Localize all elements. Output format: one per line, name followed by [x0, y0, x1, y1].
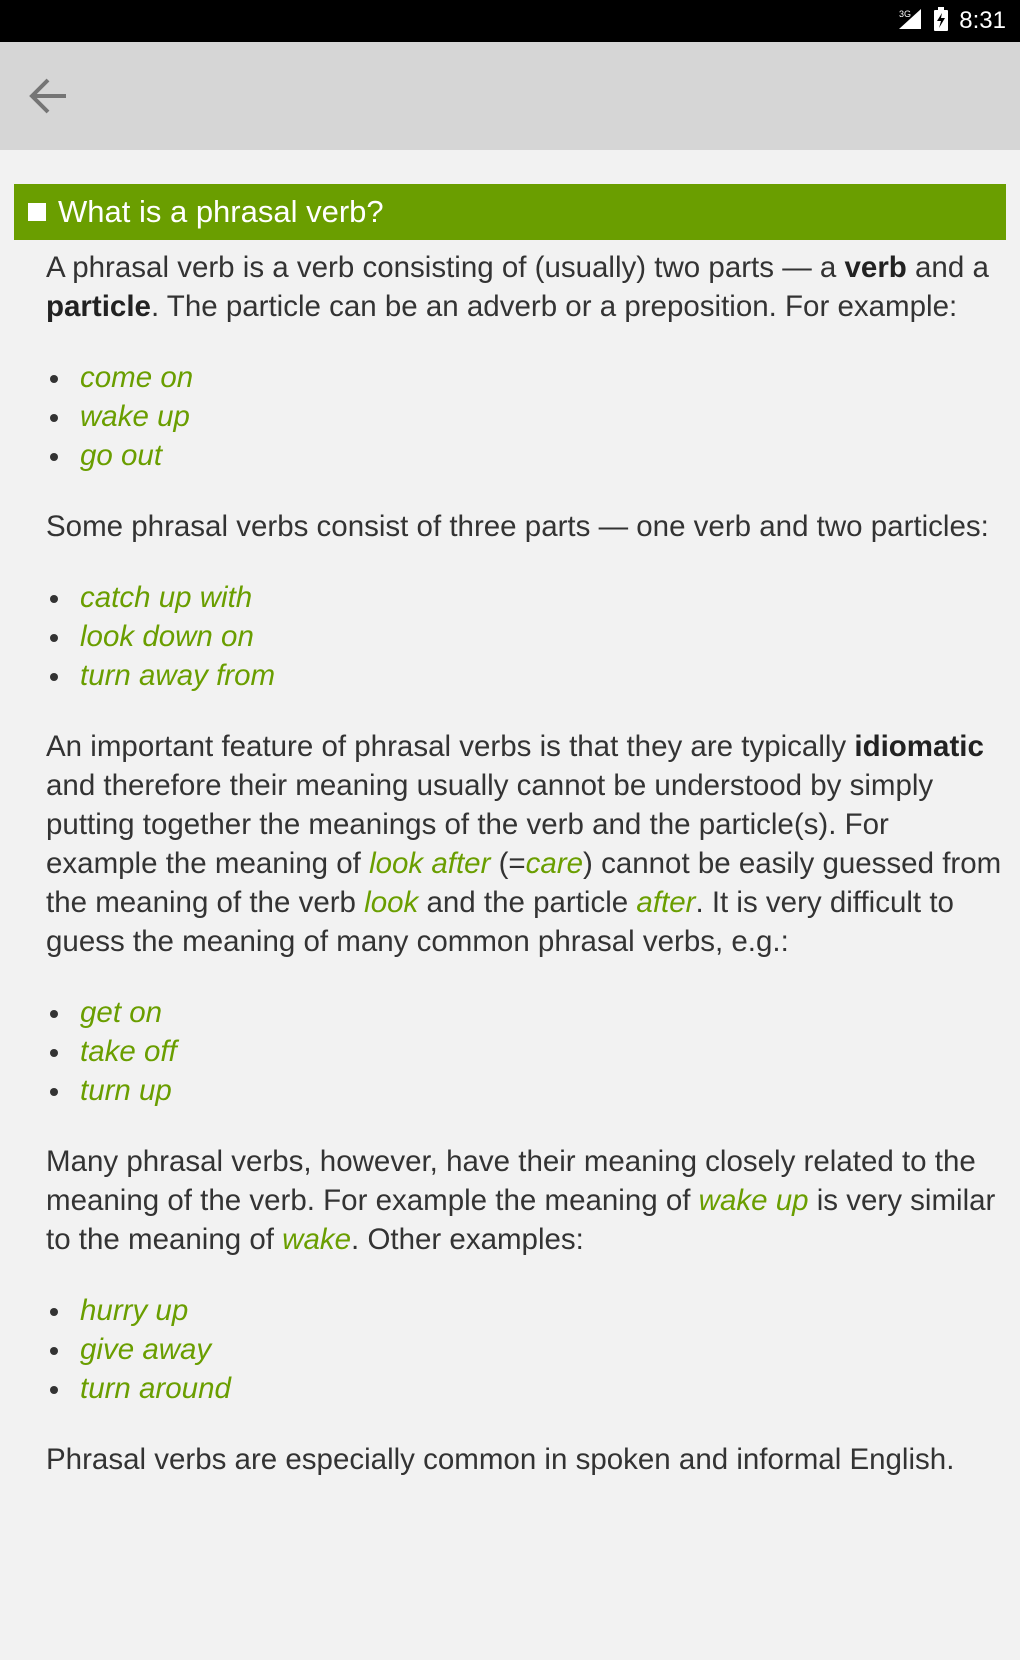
- example-link[interactable]: go out: [80, 439, 163, 472]
- example-link[interactable]: come on: [80, 361, 194, 394]
- list-item: [80, 656, 1006, 695]
- paragraph-4: Many phrasal verbs, however, have their meaning closely related to the meaning of the verb. For example the meaning of wake up is very similar to the meaning of wake. Other examples:: [46, 1145, 996, 1256]
- example-link[interactable]: hurry up: [80, 1294, 189, 1327]
- example-link[interactable]: turn around: [80, 1372, 231, 1405]
- list-item: [80, 436, 1006, 475]
- example-link[interactable]: give away: [80, 1333, 212, 1366]
- inline-example[interactable]: after: [636, 886, 696, 919]
- list-item: [80, 1330, 1006, 1369]
- example-link[interactable]: turn away from: [80, 659, 276, 692]
- status-time: 8:31: [959, 7, 1006, 34]
- example-list-1: [46, 358, 1006, 475]
- inline-example[interactable]: care: [525, 847, 584, 880]
- toolbar: [0, 42, 1020, 150]
- square-bullet-icon: [28, 203, 46, 221]
- example-list-3: [46, 993, 1006, 1110]
- example-list-4: [46, 1291, 1006, 1408]
- example-link[interactable]: turn up: [80, 1074, 172, 1107]
- status-bar: [0, 0, 1020, 42]
- list-item: [80, 1071, 1006, 1110]
- list-item: [80, 578, 1006, 617]
- example-link[interactable]: get on: [80, 996, 163, 1029]
- back-button[interactable]: [18, 66, 78, 126]
- list-item: [80, 993, 1006, 1032]
- inline-example[interactable]: wake: [282, 1223, 352, 1256]
- list-item: [80, 1369, 1006, 1408]
- list-item: [80, 358, 1006, 397]
- example-link[interactable]: take off: [80, 1035, 177, 1068]
- section-title: What is a phrasal verb?: [58, 194, 384, 229]
- signal-icon: [897, 8, 923, 35]
- inline-example[interactable]: look: [364, 886, 419, 919]
- paragraph-5: Phrasal verbs are especially common in spoken and informal English.: [46, 1443, 955, 1476]
- list-item: [80, 1032, 1006, 1071]
- arrow-left-icon: [26, 74, 70, 118]
- article-body: [46, 248, 1006, 1511]
- paragraph-1: A phrasal verb is a verb consisting of (usually) two parts — a verb and a particle. The particle can be an adverb or a preposition. For example:: [46, 251, 989, 323]
- paragraph-3: An important feature of phrasal verbs is that they are typically idiomatic and therefore their meaning usually cannot be understood by simply putting together the meanings of the verb and the particle(s). For example the meaning of look after (=care) cannot be easily guessed from the meaning of the verb look and the particle after. It is very difficult to guess the meaning of many common phrasal verbs, e.g.:: [46, 730, 1002, 958]
- network-label: 3G: [899, 8, 912, 19]
- section-header: [14, 184, 1006, 240]
- example-link[interactable]: look down on: [80, 620, 254, 653]
- inline-example[interactable]: look after: [369, 847, 491, 880]
- example-link[interactable]: catch up with: [80, 581, 253, 614]
- paragraph-2: Some phrasal verbs consist of three parts — one verb and two particles:: [46, 510, 989, 543]
- list-item: [80, 617, 1006, 656]
- status-icons: [897, 0, 1006, 42]
- battery-icon: [933, 7, 949, 36]
- list-item: [80, 1291, 1006, 1330]
- list-item: [80, 397, 1006, 436]
- example-list-2: [46, 578, 1006, 695]
- inline-example[interactable]: wake up: [698, 1184, 809, 1217]
- example-link[interactable]: wake up: [80, 400, 190, 433]
